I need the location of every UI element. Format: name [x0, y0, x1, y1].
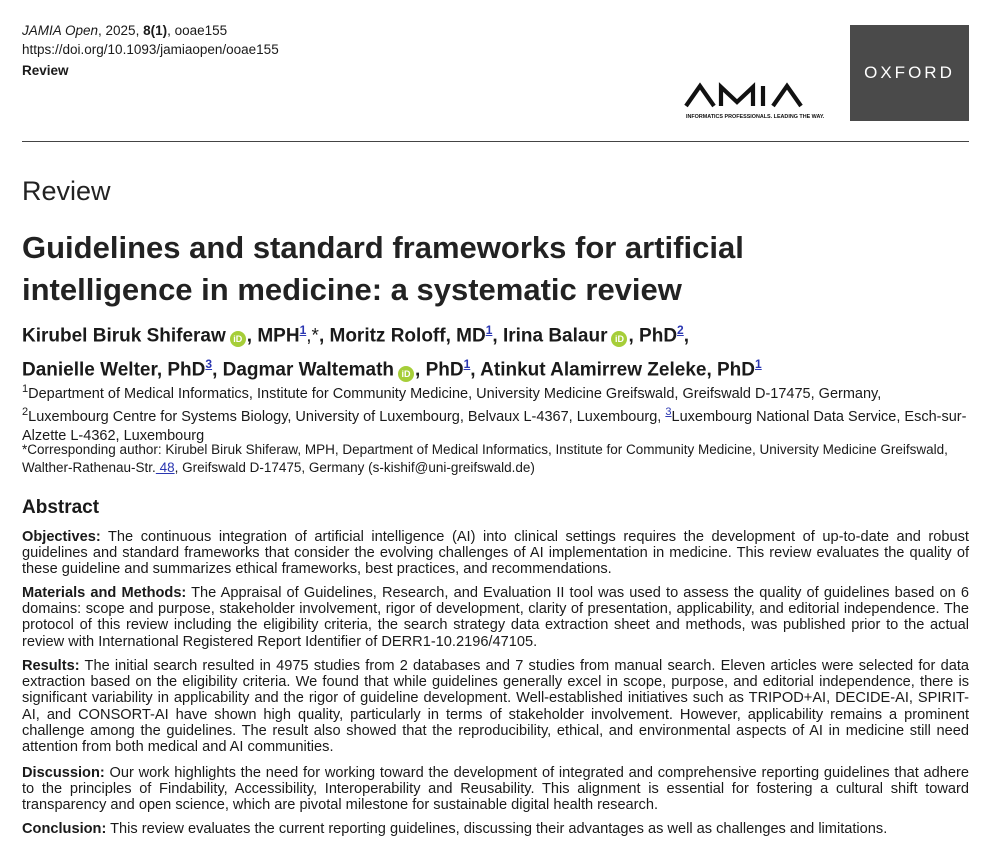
page-title: Guidelines and standard frameworks for artificial intelligence in medicine: a systematic review [22, 230, 744, 307]
orcid-icon[interactable]: iD [230, 331, 246, 347]
corresponding-city: , Greifswald D-17475, Germany (s-kishif@uni-greifswald.de) [174, 460, 535, 475]
author-name: Danielle Welter [22, 359, 157, 381]
section-label-results: Results: [22, 658, 80, 674]
abstract-heading: Abstract [22, 497, 100, 518]
corresponding-author [22, 441, 982, 477]
abstract-objectives [22, 529, 969, 578]
orcid-icon[interactable]: iD [398, 366, 414, 382]
author-degree: , PhD [628, 325, 678, 347]
author-name: Irina Balaur [502, 325, 608, 347]
affiliation-link[interactable]: 1 [299, 323, 307, 337]
orcid-icon[interactable]: iD [611, 331, 627, 347]
abstract-results [22, 658, 969, 755]
abstract-methods [22, 585, 969, 650]
author-name: Dagmar Waltemath [222, 359, 395, 381]
amia-logo [683, 82, 831, 122]
author-name: Atinkut Alamirrew Zeleke [480, 359, 707, 381]
affiliation-number[interactable]: 3 [665, 406, 672, 419]
section-label-conclusion: Conclusion: [22, 821, 107, 837]
section-label-discussion: Discussion: [22, 765, 105, 781]
header-divider [22, 141, 969, 142]
journal-name: JAMIA Open [22, 23, 99, 38]
author-name: Kirubel Biruk Shiferaw [22, 325, 226, 347]
results-text: The initial search resulted in 4975 studies from 2 databases and 7 studies from manual search. Eleven articles were selected for data extraction based on the eligibility criteria. We found that while guidelines generally excel in scope, purpose, and editorial independence, there is significant variability in applicability and the rigor of guideline development. Well-established initiatives such as TRIPOD+AI, DECIDE-AI, SPIRIT-AI, and CONSORT-AI have shown high quality, particularly in terms of stakeholder involvement. However, applicability remains a prominent challenge among the guidelines. The result also showed that the reproducibility, ethical, and environmental aspects of AI in medicine still need attention from both medical and AI communities. [22, 658, 969, 756]
affiliation-text: Luxembourg National Data Service, Esch-sur-Alzette L-4362, Luxembourg [22, 409, 967, 444]
corresponding-street: Walther-Rathenau-Str. [22, 460, 156, 475]
affiliation-number: 2 [22, 406, 29, 419]
affiliation-text: Department of Medical Informatics, Institute for Community Medicine, University Medicine Greifswald, Greifswald D-17475, Germany, [28, 385, 882, 402]
section-label-methods: Materials and Methods: [22, 585, 187, 601]
section-label: Review [22, 176, 111, 206]
objectives-text: The continuous integration of artificial intelligence (AI) into clinical settings requires the development of up-to-date and robust guidelines and standard frameworks that consider the evolving challenges of AI implementation in medicine. This review evaluates the quality of these guideline and summarizes ethical frameworks, best practices, and recommendations. [22, 529, 969, 578]
citation-article-id: , ooae155 [167, 23, 228, 38]
author-degree: , PhD [156, 359, 206, 381]
amia-logo-letter-a2 [773, 86, 801, 106]
affiliation-number: 1 [22, 383, 29, 395]
corresponding-marker: ,* [306, 325, 319, 347]
author-degree: , PhD [706, 359, 756, 381]
amia-logo-letter-a1 [686, 86, 714, 106]
affiliations [22, 380, 982, 445]
affiliation-link[interactable]: 2 [677, 323, 684, 337]
conclusion-text: This review evaluates the current reporting guidelines, discussing their advantages as well as challenges and limitations. [106, 821, 888, 837]
amia-logo-letter-m [721, 87, 753, 106]
affiliation-link[interactable]: 3 [205, 357, 213, 372]
citation-issue: (1) [150, 23, 168, 38]
corresponding-line-1: *Corresponding author: Kirubel Biruk Shiferaw, MPH, Department of Medical Informatics, Institute for Community Medicine, University Medicine Greifswald, [22, 442, 948, 457]
author-name: Moritz Roloff [329, 325, 446, 347]
author-degree: , MD [445, 325, 486, 347]
affiliation-link[interactable]: 1 [755, 357, 762, 372]
abstract-conclusion [22, 821, 969, 837]
citation-line [22, 21, 227, 40]
author-degree: , PhD [415, 359, 464, 381]
citation-year: , 2025, [98, 23, 144, 38]
affiliation-link[interactable]: 1 [485, 323, 493, 337]
doi-link[interactable]: https://doi.org/10.1093/jamiaopen/ooae155 [22, 42, 279, 57]
discussion-text: Our work highlights the need for working toward the development of integrated and comprehensive reporting guidelines that adhere to the principles of Findability, Accessibility, Interoperability and Reusability. This alignment is essential for fostering a cultural shift toward transparency and open science, which are pivotal milestone for sustainable digital health research. [22, 765, 969, 814]
abstract-discussion [22, 765, 969, 814]
author-list: Kirubel Biruk Shiferaw iD , MPH$^1$,*, Moritz Roloff, $MD^1$, Irina Balaur iD , PhD$^2$, Danielle Welter, PhD$^3$, Dagmar Waltemath iD , PhD$^1$, Atinkut Alamirrew Zeleke, PhD$^1$ [22, 323, 762, 381]
affiliation-text: Luxembourg Centre for Systems Biology, University of Luxembourg, Belvaux L-4367, Luxembourg, [28, 409, 662, 426]
article-type: Review [22, 63, 69, 78]
amia-tagline: INFORMATICS PROFESSIONALS. LEADING THE WAY. [686, 114, 825, 120]
oxford-logo: OXFORD [850, 25, 969, 121]
section-label-objectives: Objectives: [22, 529, 101, 545]
affiliation-link[interactable]: 1 [463, 357, 471, 372]
methods-text: The Appraisal of Guidelines, Research, and Evaluation II tool was used to assess the quality of guidelines based on 6 domains: scope and purpose, stakeholder involvement, rigor of development, clarity of presentation, applicability, and editorial independence. The protocol of this review including the eligibility criteria, the search strategy data extraction sheet and methods, was published prior to the actual review with International Registered Report Identifier of DERR1-10.2196/47105. [22, 585, 969, 650]
street-number-link[interactable]: 48 [155, 460, 175, 475]
author-degree: , MPH [246, 325, 300, 347]
citation-volume: 8 [143, 23, 151, 38]
